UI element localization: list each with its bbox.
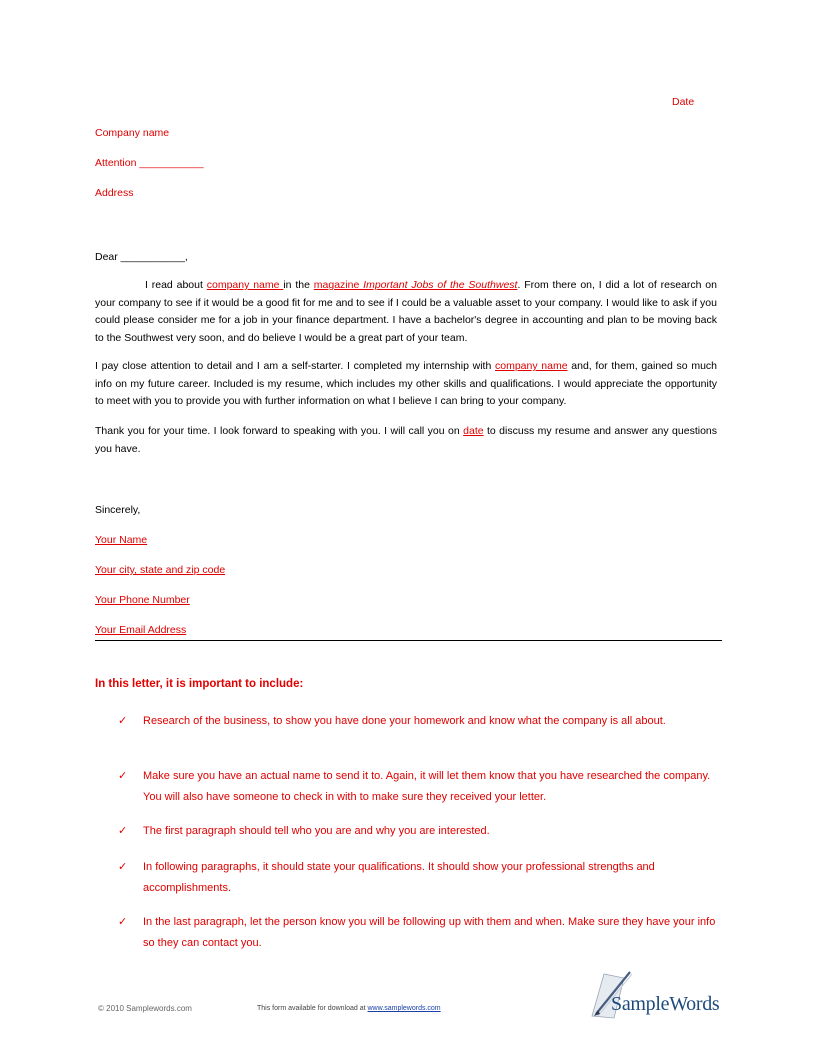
tip-text: Make sure you have an actual name to send it to. Again, it will let them know that you have researched the company. You will also have someone to check in with to make sure they received your letter. xyxy=(143,770,711,803)
tip-text: In the last paragraph, let the person know you will be following up with them and when. Make sure they have your info so they can contact you. xyxy=(143,916,716,949)
your-phone-placeholder: Your Phone Number xyxy=(95,594,190,606)
company-name-placeholder: Company name xyxy=(95,127,170,139)
paragraph-2-text-b: and, for them, gained so much info on my future career. Included is my resume, which includes my other skills and qualifications. I would appreciate the opportunity to meet with you to provide you with further information on what I believe I can bring to your company. xyxy=(95,360,718,407)
address-placeholder: Address xyxy=(95,187,134,199)
tip-item xyxy=(118,711,718,732)
check-icon: ✓ xyxy=(118,769,128,782)
salutation: Dear ___________, xyxy=(95,251,188,263)
paragraph-1-text-a: I read about xyxy=(145,279,207,291)
download-text: This form available for download at xyxy=(257,1005,368,1012)
paragraph-3-text-b: to discuss my resume and answer any questions you have. xyxy=(95,425,718,455)
tip-item xyxy=(118,766,718,807)
your-city-placeholder: Your city, state and zip code xyxy=(95,564,226,576)
tip-item xyxy=(118,821,718,842)
paragraph-1-text-c: . From there on, I did a lot of research on your company to see if it would be a good fit for me and to see if I could be a valuable asset to your company. I would like to ask if you could please consider me for a job in your finance department. I have a bachelor's degree in accounting and plan to be moving back to the Southwest very soon, and do believe I would be a great part of your team. xyxy=(95,279,717,344)
company-name-link: company name xyxy=(495,360,568,372)
magazine-title-link: Important Jobs of the Southwest xyxy=(363,279,518,291)
your-email-placeholder: Your Email Address xyxy=(95,624,187,636)
closing: Sincerely, xyxy=(95,504,141,516)
tips-heading: In this letter, it is important to include: xyxy=(95,678,304,690)
your-name-placeholder: Your Name xyxy=(95,534,148,546)
company-name-link: company name xyxy=(206,279,284,291)
tip-item xyxy=(118,912,718,953)
date-link: date xyxy=(463,425,484,437)
paragraph-2-text-a: I pay close attention to detail and I am a self-starter. I completed my internship with xyxy=(95,360,495,372)
check-icon: ✓ xyxy=(118,860,128,873)
magazine-link: magazine xyxy=(313,279,364,291)
tip-text: In following paragraphs, it should state your qualifications. It should show your professional strengths and accomplishments. xyxy=(143,861,655,894)
date-placeholder: Date xyxy=(672,96,695,108)
tip-text: Research of the business, to show you have done your homework and know what the company is all about. xyxy=(143,715,666,727)
copyright-text: © 2010 Samplewords.com xyxy=(98,1004,192,1013)
paragraph-3-text-a: Thank you for your time. I look forward to speaking with you. I will call you on xyxy=(95,425,464,437)
check-icon: ✓ xyxy=(118,915,128,928)
paragraph-1-text-b: in the xyxy=(283,279,314,291)
tip-item xyxy=(118,857,718,898)
paragraph-3 xyxy=(95,423,717,458)
tip-text: The first paragraph should tell who you are and why you are interested. xyxy=(143,825,490,837)
divider xyxy=(95,640,722,641)
check-icon: ✓ xyxy=(118,714,128,727)
check-icon: ✓ xyxy=(118,824,128,837)
download-link[interactable]: www.samplewords.com xyxy=(367,1005,441,1012)
attention-line: Attention ___________ xyxy=(95,157,204,169)
paragraph-2 xyxy=(95,358,717,411)
download-note xyxy=(257,1005,441,1012)
paragraph-1 xyxy=(95,277,717,347)
logo-wordmark: SampleWords xyxy=(611,993,720,1015)
